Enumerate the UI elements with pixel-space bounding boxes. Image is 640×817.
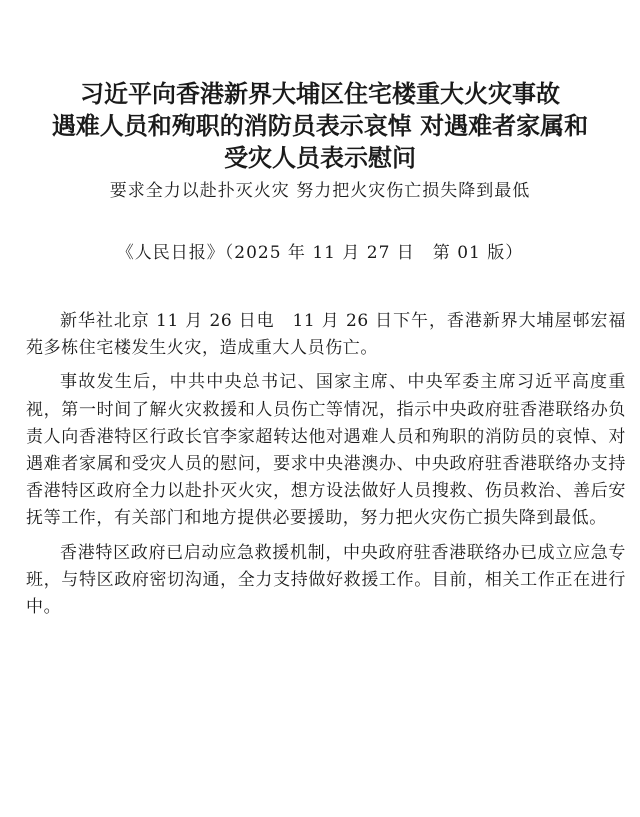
article-headline (20, 78, 620, 174)
headline-line-1: 习近平向香港新界大埔区住宅楼重大火灾事故 (80, 80, 560, 108)
body-paragraph-1: 新华社北京 11 月 26 日电 11 月 26 日下午，香港新界大埔屋邨宏福苑多栋住宅楼发生火灾，造成重大人员伤亡。 (26, 311, 626, 359)
headline-line-2: 遇难人员和殉职的消防员表示哀悼 对遇难者家属和 (51, 112, 589, 140)
body-paragraph-3: 香港特区政府已启动应急救援机制，中央政府驻香港联络办已成立应急专班，与特区政府密切沟通，全力支持做好救援工作。目前，相关工作正在进行中。 (26, 542, 626, 618)
article-subtitle: 要求全力以赴扑灭火灾 努力把火灾伤亡损失降到最低 (109, 181, 531, 201)
body-paragraph-2: 事故发生后，中共中央总书记、国家主席、中央军委主席习近平高度重视，第一时间了解火灾救援和人员伤亡等情况，指示中央政府驻香港联络办负责人向香港特区行政长官李家超转达他对遇难人员和殉职的消防员的哀悼、对遇难者家属和受灾人员的慰问，要求中央港澳办、中央政府驻香港联络办支持香港特区政府全力以赴扑灭火灾，想方设法做好人员搜救、伤员救治、善后安抚等工作，有关部门和地方提供必要援助，努力把火灾伤亡损失降到最低。 (26, 372, 626, 529)
headline-line-3: 受灾人员表示慰问 (224, 144, 416, 172)
article-source: 《人民日报》（2025 年 11 月 27 日 第 01 版） (116, 243, 524, 263)
article-body (26, 308, 626, 628)
